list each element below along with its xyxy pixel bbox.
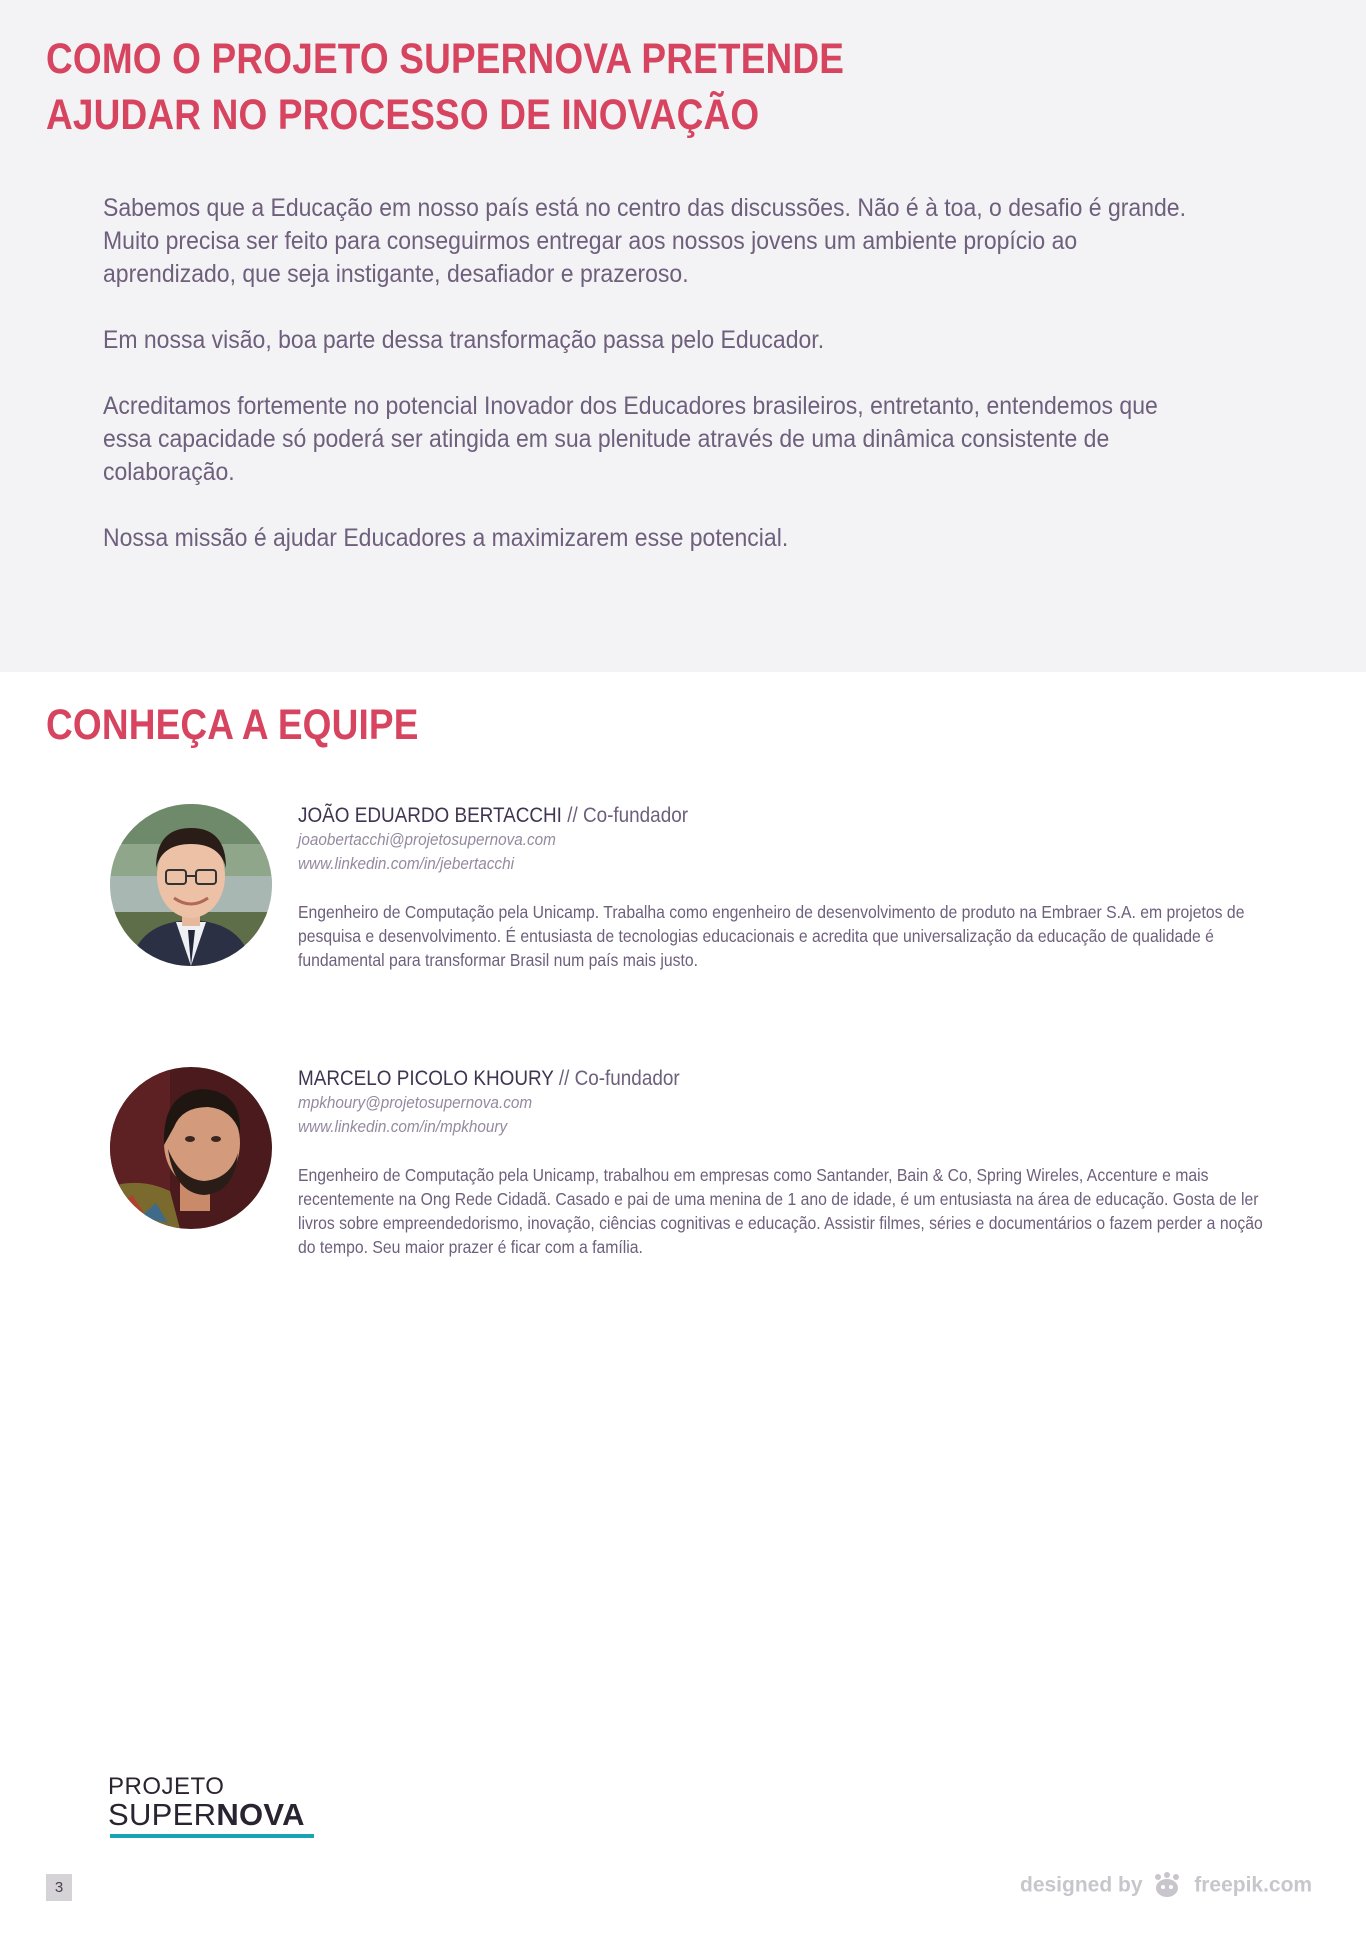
member-linkedin[interactable]: www.linkedin.com/in/mpkhoury [298,1117,508,1136]
member-name: JOÃO EDUARDO BERTACCHI [298,804,562,827]
avatar-marcelo [110,1067,272,1229]
member-linkedin[interactable]: www.linkedin.com/in/jebertacchi [298,854,514,873]
team-member-marcelo [110,1067,1290,1287]
mission-text [103,192,1193,588]
mission-paragraph: Sabemos que a Educação em nosso país está no centro das discussões. Não é à toa, o desafio é grande. Muito precisa ser feito para conseguirmos entregar aos nossos jovens um ambiente propício ao aprendizado, que seja instigante, desafiador e prazeroso. [103,194,1186,288]
member-role: Co-fundador [582,804,689,827]
mission-title-line2: AJUDAR NO PROCESSO DE INOVAÇÃO [46,91,760,139]
member-bio: Engenheiro de Computação pela Unicamp. Trabalha como engenheiro de desenvolvimento de produto na Embraer S.A. em projetos de pesquisa e desenvolvimento. É entusiasta de tecnologias educacionais e acredita que universalização da educação de qualidade é fundamental para transformar Brasil num país mais justo. [298,902,1245,970]
credit-brand: freepik.com [1194,1873,1313,1897]
mission-section [0,0,1366,672]
page-number: 3 [46,1874,72,1901]
member-info [298,1067,1298,1259]
designer-credit[interactable] [1020,1868,1312,1902]
freepik-logo-icon [1152,1871,1182,1899]
member-separator: // [553,1067,575,1090]
credit-prefix: designed by [1020,1873,1143,1897]
member-name-line [298,1067,1198,1091]
supernova-logo [108,1774,318,1834]
mission-paragraph: Acreditamos fortemente no potencial Inovador dos Educadores brasileiros, entretanto, entendemos que essa capacidade só poderá ser atingida em sua plenitude através de uma dinâmica consistente de colaboração. [103,392,1158,486]
member-info [298,804,1298,972]
member-separator: // [561,804,583,827]
team-member-joao [110,804,1290,1024]
member-role: Co-fundador [574,1067,680,1090]
member-email[interactable]: joaobertacchi@projetosupernova.com [298,830,556,849]
member-email[interactable]: mpkhoury@projetosupernova.com [298,1093,533,1112]
mission-title-line1: COMO O PROJETO SUPERNOVA PRETENDE [46,35,845,83]
logo-text-super: SUPER [108,1797,217,1832]
logo-underline [110,1834,314,1838]
mission-title [46,31,889,143]
logo-text-supernova [108,1798,305,1832]
logo-text-nova: NOVA [216,1797,305,1832]
member-name-line [298,804,1198,828]
member-bio: Engenheiro de Computação pela Unicamp, trabalhou em empresas como Santander, Bain & Co, Spring Wireles, Accenture e mais recentemente na Ong Rede Cidadã. Casado e pai de uma menina de 1 ano de idade, é um entusiasta na área de educação. Gosta de ler livros sobre empreendedorismo, inovação, ciências cognitivas e educação. Assistir filmes, séries e documentários o fazem perder a noção do tempo. Seu maior prazer é ficar com a família. [298,1165,1263,1257]
team-title: CONHEÇA A EQUIPE [46,701,419,749]
mission-paragraph: Em nossa visão, boa parte dessa transformação passa pelo Educador. [103,326,825,354]
member-name: MARCELO PICOLO KHOURY [298,1067,554,1090]
logo-text-projeto: PROJETO [108,1773,225,1800]
mission-paragraph: Nossa missão é ajudar Educadores a maximizarem esse potencial. [103,524,789,552]
avatar-joao [110,804,272,966]
